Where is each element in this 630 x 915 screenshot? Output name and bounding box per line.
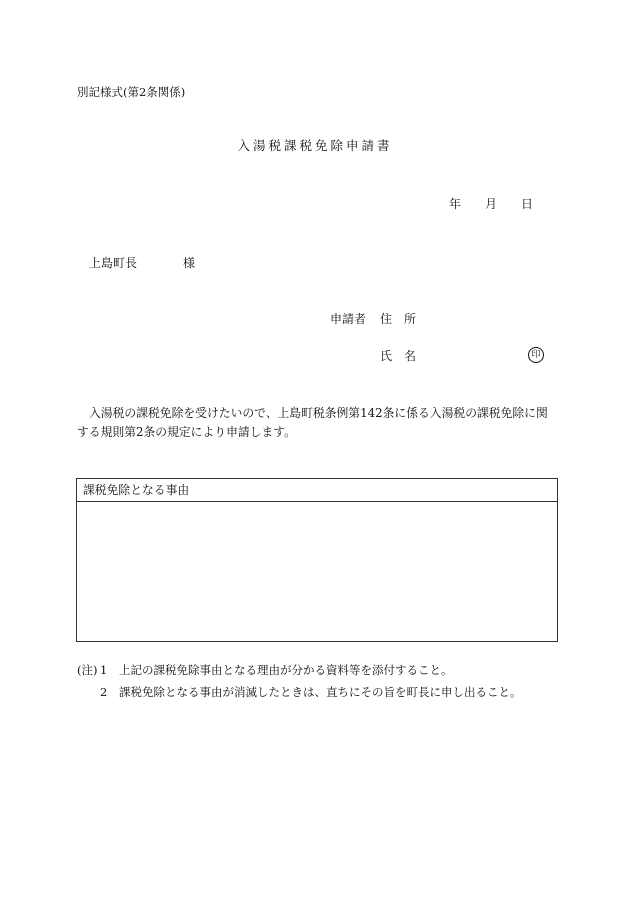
page-title: 入湯税課税免除申請書	[237, 138, 393, 153]
note-1-number: 1	[100, 663, 108, 677]
applicant-address-label: 住 所	[380, 312, 417, 326]
applicant-name-label: 氏 名	[380, 349, 417, 363]
note-2-text: 課税免除となる事由が消滅したときは、直ちにその旨を町長に申し出ること。	[119, 685, 522, 699]
date-year: 年	[449, 197, 462, 211]
notes-prefix: (注)	[77, 663, 98, 677]
date-day: 日	[521, 197, 534, 211]
addressee-honorific: 様	[183, 256, 196, 270]
note-1-text: 上記の課税免除事由となる理由が分かる資料等を添付すること。	[119, 663, 453, 677]
date-month: 月	[485, 197, 498, 211]
note-2-number: 2	[100, 685, 108, 699]
body-text: 入湯税の課税免除を受けたいので、上島町税条例第142条に係る入湯税の課税免除に関する規則第2条の規定により申請します。	[77, 406, 548, 439]
applicant-label: 申請者	[330, 312, 367, 326]
reason-box	[76, 478, 558, 642]
seal-mark: 印	[528, 347, 544, 363]
addressee-name: 上島町長	[89, 256, 138, 270]
reason-field[interactable]	[77, 502, 557, 641]
form-label: 別記様式(第2条関係)	[77, 85, 186, 99]
reason-header: 課税免除となる事由	[77, 479, 557, 502]
